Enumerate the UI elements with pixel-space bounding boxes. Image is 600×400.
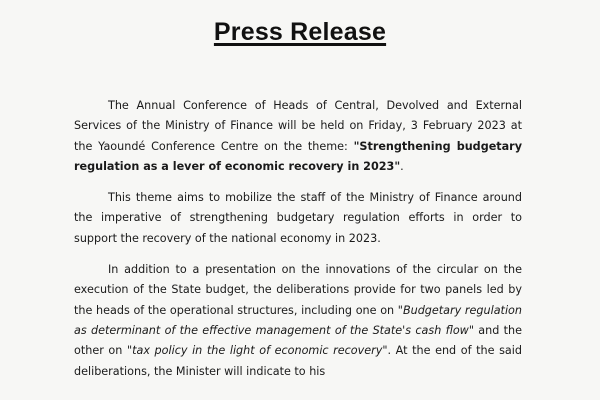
panel-topic-2: "tax policy in the light of economic recovery" [126, 344, 388, 358]
paragraph-2 [74, 188, 522, 249]
document-body [74, 96, 522, 393]
paragraph-3 [74, 260, 522, 382]
paragraph-3-text: In addition to a presentation on the innovations of the circular on the execution of the State budget, the deliberations provide for two panels led by the heads of the operational structures, including one on [74, 263, 522, 317]
paragraph-1-end: . [400, 159, 404, 173]
paragraph-1-text: The Annual Conference of Heads of Central, Devolved and External Services of the Ministry of Finance will be held on Friday, 3 February 2023 at the Yaoundé Conference Centre on the theme: [74, 99, 522, 153]
paragraph-1 [74, 96, 522, 177]
paragraph-3-end: . At the end of the said deliberations, the Minister will indicate to his [74, 344, 522, 378]
panel-topic-1: "Budgetary regulation as determinant of the effective management of the State's cash flow" [74, 303, 522, 337]
paragraph-3-connector: and the other on [74, 323, 522, 358]
conference-theme: "Strengthening budgetary regulation as a lever of economic recovery in 2023" [74, 139, 522, 173]
page-title: Press Release [213, 18, 387, 46]
paragraph-2-text: This theme aims to mobilize the staff of the Ministry of Finance around the imperative of strengthening budgetary regulation efforts in order to support the recovery of the national economy in 2023. [74, 191, 522, 245]
